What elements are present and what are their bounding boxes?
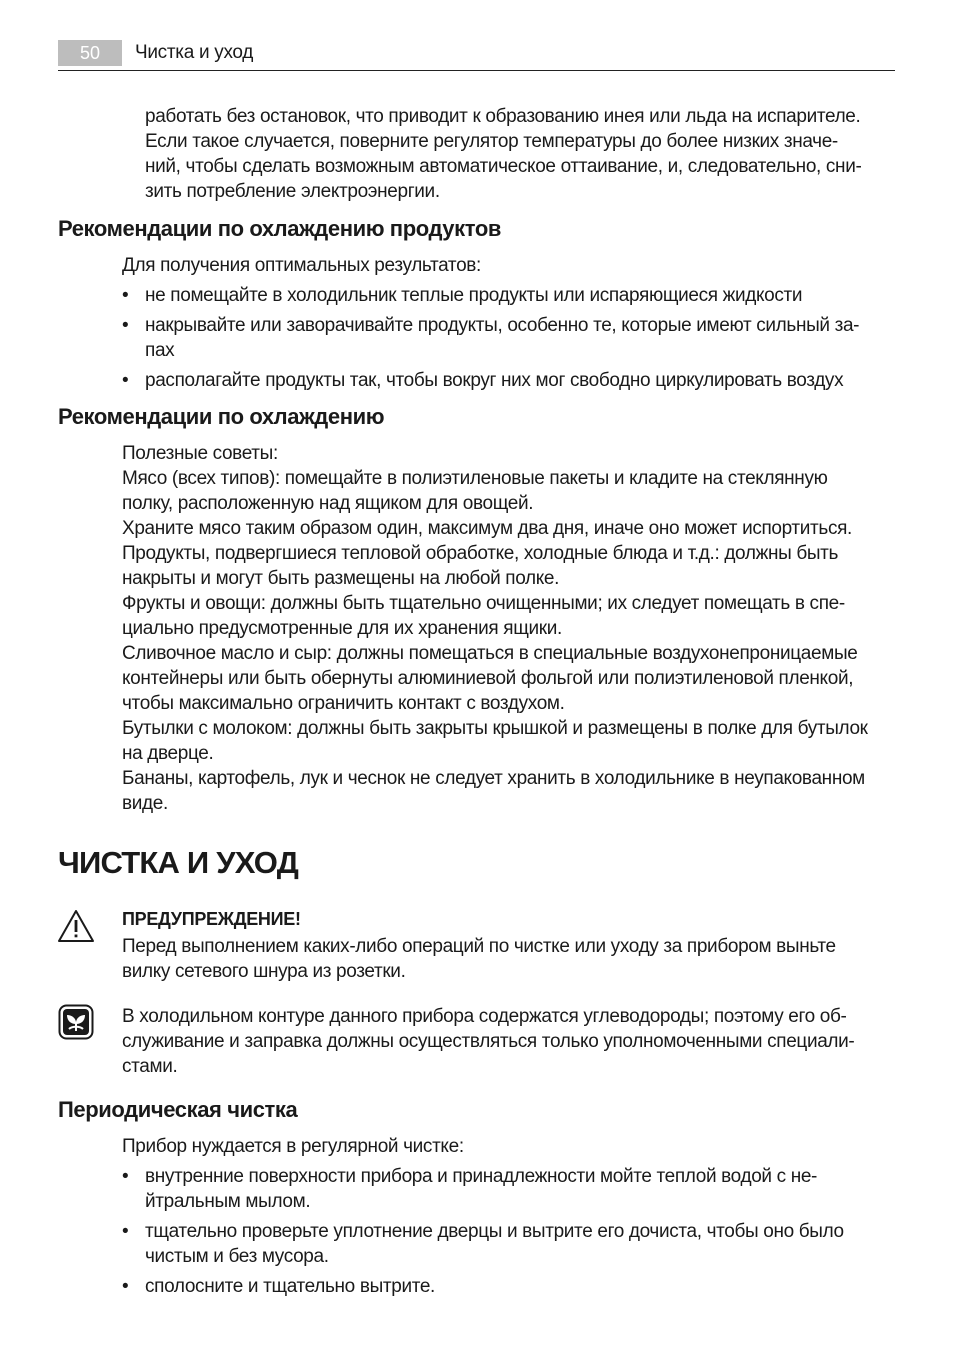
environment-icon bbox=[58, 1004, 94, 1045]
bullet-item-line: йтральным мылом. bbox=[145, 1191, 311, 1212]
bullet-marker: • bbox=[122, 1166, 129, 1187]
intro-line: работать без остановок, что приводит к образованию инея или льда на испарителе. bbox=[145, 106, 861, 127]
cooling-tip-line: циально предусмотренные для их хранения ящики. bbox=[122, 618, 562, 639]
environment-note-line: стами. bbox=[122, 1056, 178, 1077]
cooling-tip-line: контейнеры или быть обернуты алюминиевой фольгой или полиэтиленовой пленкой, bbox=[122, 668, 854, 689]
cooling-tip-line: Храните мясо таким образом один, максимум два дня, иначе оно может испортиться. bbox=[122, 518, 852, 539]
cooling-tip-line: Полезные советы: bbox=[122, 443, 278, 464]
page-header bbox=[58, 40, 895, 71]
cooling-tip-line: накрыты и могут быть размещены на любой полке. bbox=[122, 568, 560, 589]
bullet-item-line: пах bbox=[145, 340, 175, 361]
warning-line: вилку сетевого шнура из розетки. bbox=[122, 961, 406, 982]
bullet-item-line: внутренние поверхности прибора и принадлежности мойте теплой водой с не- bbox=[145, 1166, 818, 1187]
environment-note-line: служивание и заправка должны осуществляться только уполномоченными специали- bbox=[122, 1031, 855, 1052]
section-heading-cooling: Рекомендации по охлаждению bbox=[58, 404, 385, 429]
page-number: 50 bbox=[58, 40, 122, 66]
cooling-tip-line: полку, расположенную над ящиком для овощей. bbox=[122, 493, 534, 514]
cooling-tip-line: Фрукты и овощи: должны быть тщательно очищенными; их следует помещать в спе- bbox=[122, 593, 845, 614]
bullet-item-line: накрывайте или заворачивайте продукты, особенно те, которые имеют сильный за- bbox=[145, 315, 860, 336]
bullet-item-line: тщательно проверьте уплотнение дверцы и вытрите его дочиста, чтобы оно было bbox=[145, 1221, 844, 1242]
intro-line: ний, чтобы сделать возможным автоматическое оттаивание, и, следовательно, сни- bbox=[145, 156, 862, 177]
bullet-marker: • bbox=[122, 370, 129, 391]
warning-line: Перед выполнением каких-либо операций по чистке или уходу за прибором выньте bbox=[122, 936, 836, 957]
cooling-tip-line: Мясо (всех типов): помещайте в полиэтиленовые пакеты и кладите на стеклянную bbox=[122, 468, 828, 489]
warning-title: ПРЕДУПРЕЖДЕНИЕ! bbox=[122, 909, 301, 929]
cooling-tip-line: чтобы максимально ограничить контакт с воздухом. bbox=[122, 693, 565, 714]
section-lead: Прибор нуждается в регулярной чистке: bbox=[122, 1136, 464, 1157]
cooling-tip-line: Бутылки с молоком: должны быть закрыты крышкой и размещены в полке для бутылок bbox=[122, 718, 868, 739]
intro-line: Если такое случается, поверните регулятор температуры до более низких значе- bbox=[145, 131, 838, 152]
warning-triangle-icon bbox=[57, 908, 95, 949]
cooling-tip-line: Бананы, картофель, лук и чеснок не следует хранить в холодильнике в неупакованном bbox=[122, 768, 865, 789]
section-heading-periodic-cleaning: Периодическая чистка bbox=[58, 1097, 298, 1122]
environment-note-line: В холодильном контуре данного прибора содержатся углеводороды; поэтому его об- bbox=[122, 1006, 847, 1027]
bullet-item-line: не помещайте в холодильник теплые продукты или испаряющиеся жидкости bbox=[145, 285, 803, 306]
bullet-item-line: чистым и без мусора. bbox=[145, 1246, 329, 1267]
bullet-item-line: сполосните и тщательно вытрите. bbox=[145, 1276, 435, 1297]
bullet-marker: • bbox=[122, 285, 129, 306]
cooling-tip-line: виде. bbox=[122, 793, 168, 814]
intro-line: зить потребление электроэнергии. bbox=[145, 181, 440, 202]
section-lead: Для получения оптимальных результатов: bbox=[122, 255, 481, 276]
bullet-marker: • bbox=[122, 1221, 129, 1242]
chapter-title: ЧИСТКА И УХОД bbox=[58, 845, 298, 880]
cooling-tip-line: Продукты, подвергшиеся тепловой обработке, холодные блюда и т.д.: должны быть bbox=[122, 543, 839, 564]
bullet-marker: • bbox=[122, 315, 129, 336]
section-heading-cooling-products: Рекомендации по охлаждению продуктов bbox=[58, 216, 502, 241]
bullet-marker: • bbox=[122, 1276, 129, 1297]
cooling-tip-line: на дверце. bbox=[122, 743, 214, 764]
bullet-item-line: располагайте продукты так, чтобы вокруг них мог свободно циркулировать воздух bbox=[145, 370, 844, 391]
cooling-tip-line: Сливочное масло и сыр: должны помещаться в специальные воздухонепроницаемые bbox=[122, 643, 858, 664]
running-title: Чистка и уход bbox=[135, 42, 254, 63]
